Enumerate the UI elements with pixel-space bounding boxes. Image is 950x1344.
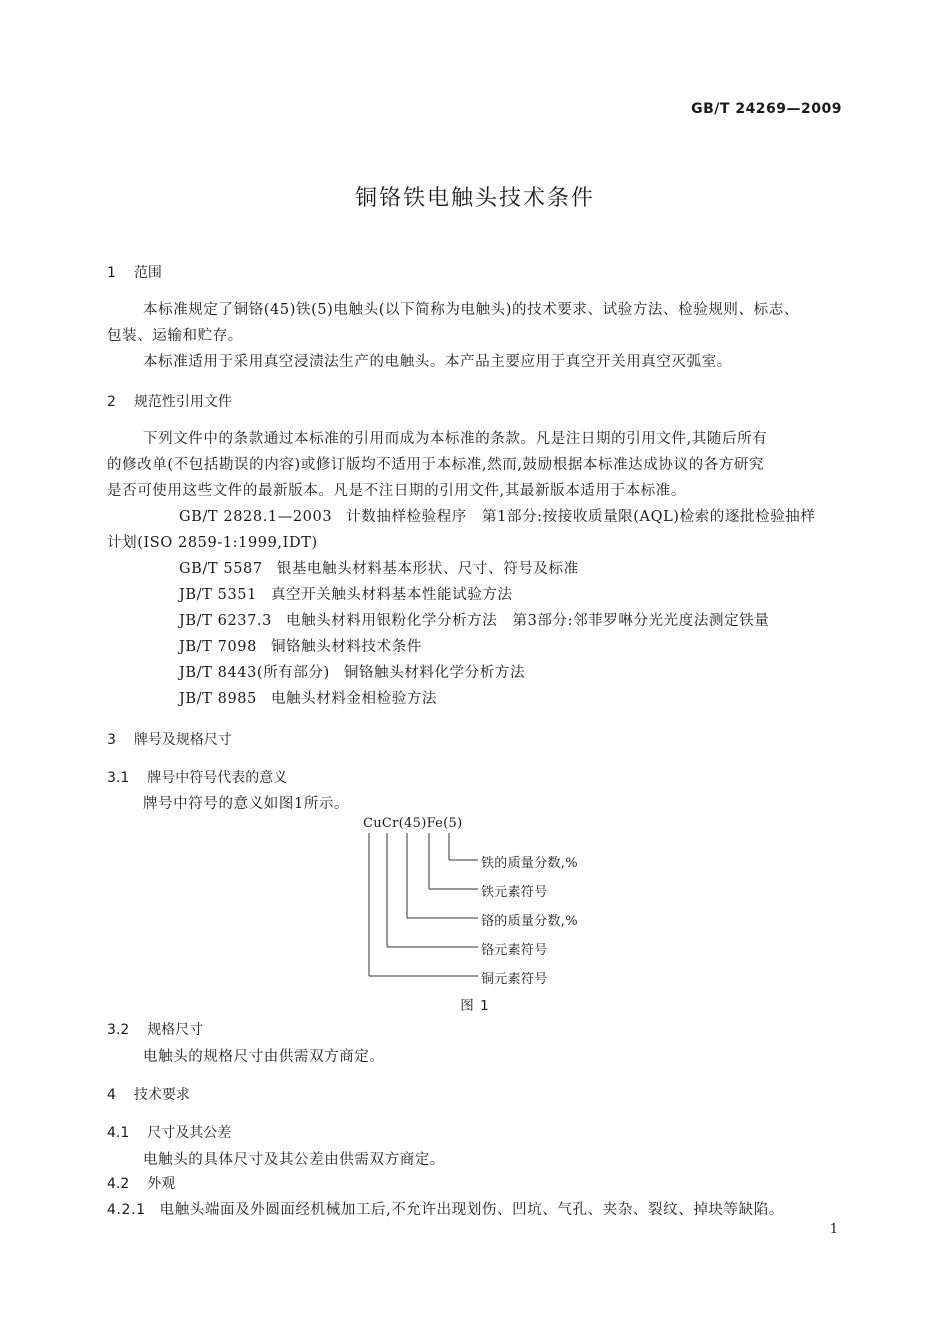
page-number: 1 [829,1222,838,1237]
section-number: 4.1 [107,1125,130,1141]
paragraph-line: 的修改单(不包括勘误的内容)或修订版均不适用于本标准,然而,鼓励根据本标准达成协议的各方研究 [107,457,765,473]
section-number: 4.2 [107,1176,130,1192]
paragraph-text: 电触头端面及外圆面经机械加工后,不允许出现划伤、凹坑、气孔、夹杂、裂纹、掉块等缺陷。 [159,1202,784,1218]
reference-title: 铜铬触头材料化学分析方法 [343,665,526,681]
section-title: 技术要求 [133,1087,190,1103]
reference-title: 电触头材料金相检验方法 [270,691,438,707]
section-title: 外观 [147,1176,176,1192]
reference-code: JB/T 5351 [179,587,257,603]
reference-code: GB/T 5587 [179,561,263,577]
section-number: 4 [107,1087,116,1103]
paragraph-line: 本标准规定了铜铬(45)铁(5)电触头(以下简称为电触头)的技术要求、试验方法、检验规则、标志、 [143,302,799,318]
paragraph-line: 是否可使用这些文件的最新版本。凡是不注日期的引用文件,其最新版本适用于本标准。 [107,483,687,499]
figure-label: 铬元素符号 [481,943,548,958]
section-3-2-heading [107,1019,203,1039]
section-4-2-heading [107,1173,175,1193]
section-4-1-text: 电触头的具体尺寸及其公差由供需双方商定。 [143,1152,445,1168]
section-4-1-heading [107,1122,231,1142]
reference-title: 铜铬触头材料技术条件 [270,639,422,655]
section-4-heading [107,1084,190,1104]
section-number: 4.2.1 [107,1202,146,1218]
section-number: 3.1 [107,770,130,786]
figure-label: 铁的质量分数,% [481,856,578,871]
paragraph-line: 本标准适用于采用真空浸渍法生产的电触头。本产品主要应用于真空开关用真空灭弧室。 [143,354,732,370]
reference-code: JB/T 8443(所有部分) [179,665,330,681]
section-number: 3.2 [107,1022,130,1038]
reference-code: JB/T 6237.3 [179,613,272,629]
reference-title: 电触头材料用银粉化学分析方法 第3部分:邻菲罗啉分光光度法测定铁量 [285,613,770,629]
reference-continuation: 计划(ISO 2859-1:1999,IDT) [107,535,318,551]
section-title: 规范性引用文件 [133,394,232,410]
section-number: 2 [107,394,116,410]
reference-code: GB/T 2828.1—2003 [179,509,333,525]
reference-title: 真空开关触头材料基本性能试验方法 [270,587,513,603]
standard-number: GB/T 24269—2009 [691,101,842,117]
section-title: 范围 [133,265,162,281]
figure-label: 铜元素符号 [481,972,548,987]
reference-code: JB/T 8985 [179,691,257,707]
figure-caption: 图 1 [460,998,490,1014]
section-3-2-text: 电触头的规格尺寸由供需双方商定。 [143,1049,385,1065]
figure-label: 铬的质量分数,% [481,914,578,929]
section-title: 牌号及规格尺寸 [133,732,232,748]
section-title: 规格尺寸 [147,1022,204,1038]
section-number: 3 [107,732,116,748]
section-number: 1 [107,265,116,281]
figure-designation: CuCr(45)Fe(5) [363,816,463,831]
reference-code: JB/T 7098 [179,639,257,655]
section-title: 牌号中符号代表的意义 [147,770,288,786]
reference-title: 计数抽样检验程序 第1部分:按接收质量限(AQL)检索的逐批检验抽样 [346,509,816,525]
section-3-1-text: 牌号中符号的意义如图1所示。 [143,796,350,812]
paragraph-line: 下列文件中的条款通过本标准的引用而成为本标准的条款。凡是注日期的引用文件,其随后所有 [143,431,768,447]
figure-label: 铁元素符号 [481,885,548,900]
section-4-2-1-text [107,1198,784,1219]
reference-title: 银基电触头材料基本形状、尺寸、符号及标准 [276,561,579,577]
paragraph-line: 包装、运输和贮存。 [107,328,243,344]
section-title: 尺寸及其公差 [147,1125,232,1141]
document-title: 铜铬铁电触头技术条件 [354,186,595,211]
